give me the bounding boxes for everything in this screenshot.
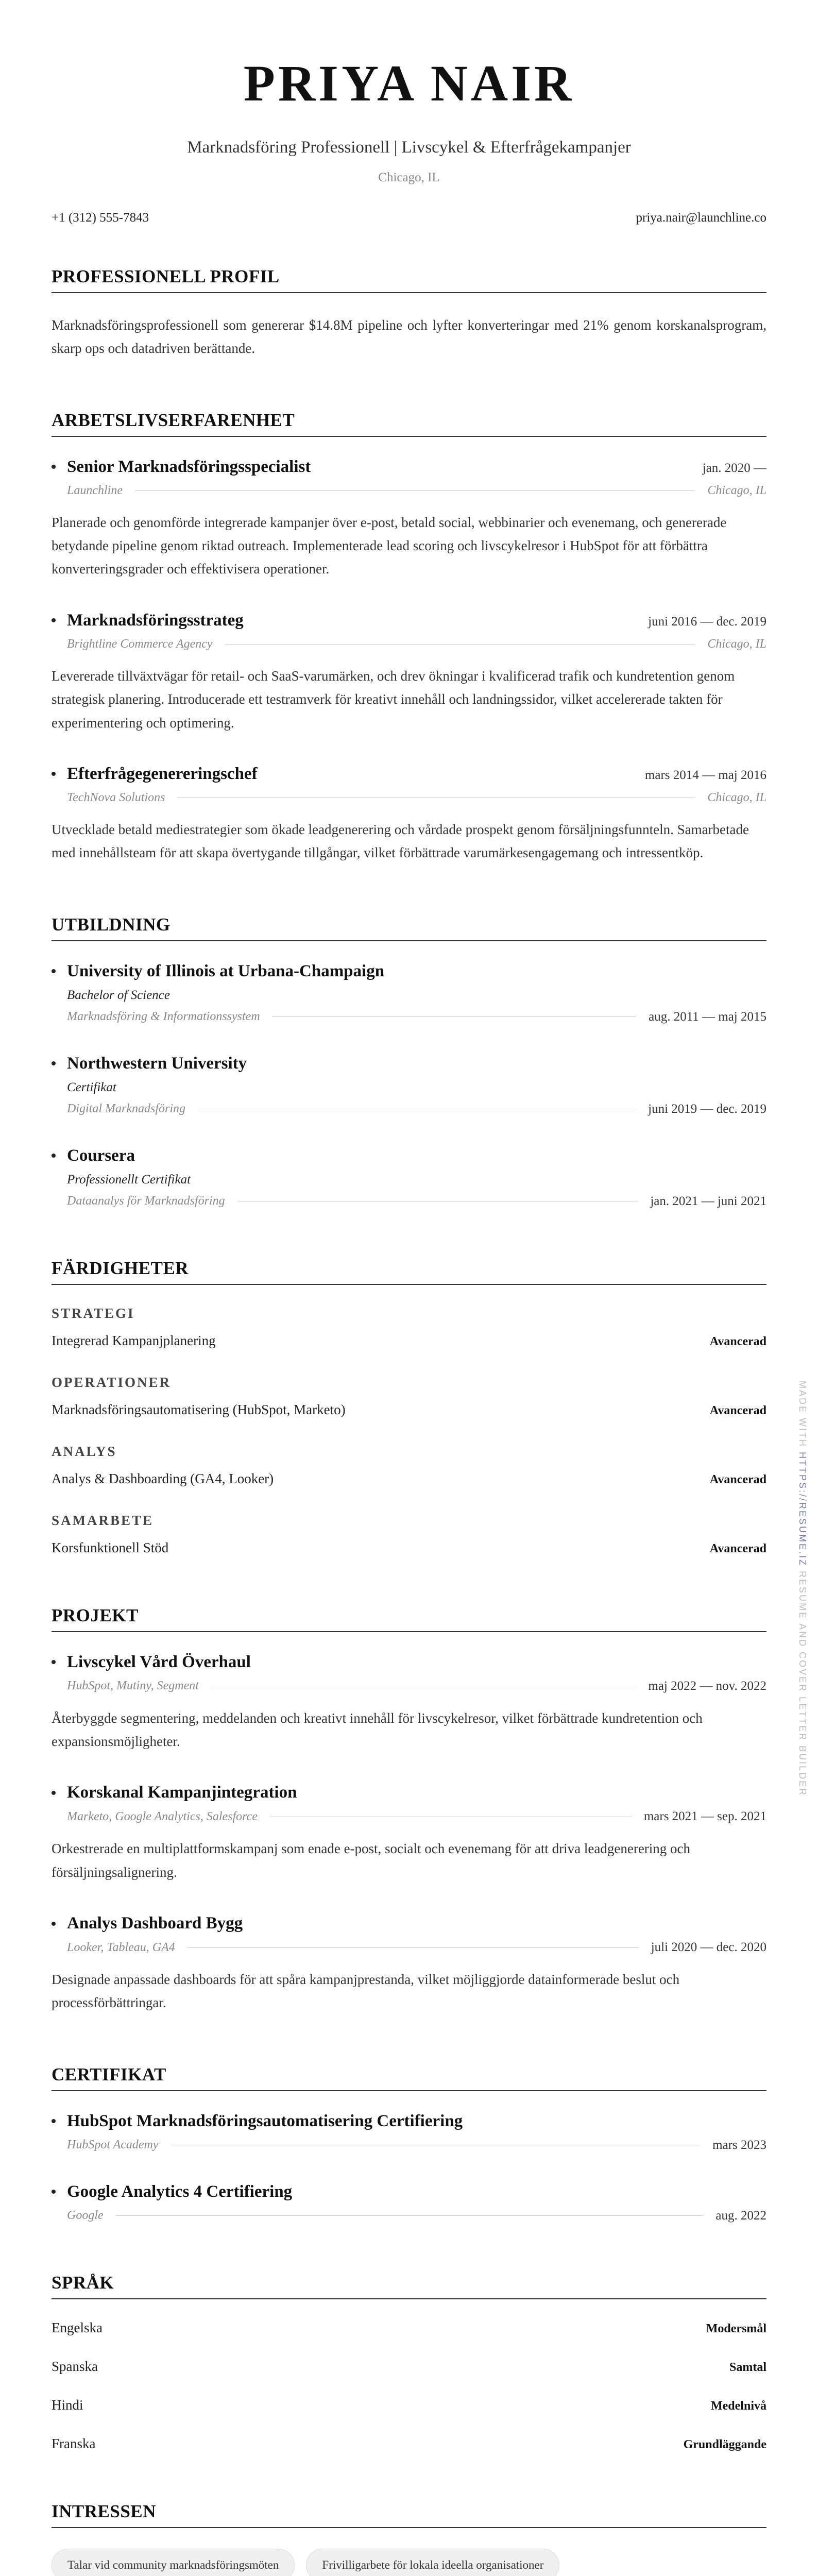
project-name: Korskanal Kampanjintegration <box>52 1783 297 1802</box>
watermark-suffix: RESUME AND COVER LETTER BUILDER <box>797 1571 808 1797</box>
certificate-issuer: HubSpot Academy <box>67 2138 159 2152</box>
language-level: Modersmål <box>706 2321 766 2335</box>
job-location: Chicago, IL <box>707 790 766 804</box>
dotted-leader <box>272 1016 636 1017</box>
phone-number[interactable]: +1 (312) 555-7843 <box>52 211 149 225</box>
builder-watermark <box>797 1381 808 1797</box>
project-description: Orkestrerade en multiplattformskampanj som enade e-post, socialt och evenemang för att driva leadgenerering och försäljningsalignering. <box>52 1841 691 1880</box>
language-row <box>52 2397 766 2413</box>
certificate-name: Google Analytics 4 Certifiering <box>52 2182 292 2201</box>
job-description: Levererade tillväxtvägar för retail- och SaaS-varumärken, och drev ökningar i kvalificerad trafik och kundretention genom strategisk planering. Introducerade ett testramverk för kreativt innehåll och landningssidor, vilket accelererade takten för experimentering och optimering. <box>52 668 735 731</box>
job-description: Planerade och genomförde integrerade kampanjer över e-post, betald social, webbinarier och evenemang, och genererade betydande pipeline genom riktad outreach. Implementerade lead scoring och livscykelresor i HubSpot för att förbättra konverteringsgrader och effektivisera operationer. <box>52 514 727 577</box>
experience-entry <box>52 765 766 865</box>
job-dates: jan. 2020 — <box>702 461 766 475</box>
job-description: Utvecklade betald mediestrategier som ökade leadgenerering och vårdade prospekt genom försäljningsfunnteln. Samarbetade med innehållsteam för att skapa övertygande tillgångar, vilket förbättrade varumärkesengagemang och intressentköp. <box>52 821 749 861</box>
project-dates: juli 2020 — dec. 2020 <box>651 1940 766 1955</box>
language-level: Samtal <box>729 2360 766 2374</box>
section-title-projects: PROJEKT <box>52 1605 766 1632</box>
profile-summary: Marknadsföringsprofessionell som genererar $14.8M pipeline och lyfter konverteringar med 21% genom korskanalsprogram, skarp ops och datadriven berättande. <box>52 317 766 357</box>
job-dates: mars 2014 — maj 2016 <box>644 768 766 782</box>
skill-group <box>52 1306 766 1349</box>
certificate-date: aug. 2022 <box>715 2208 766 2223</box>
education-section <box>52 914 766 1209</box>
interest-tags <box>52 2549 766 2576</box>
skill-name: Korsfunktionell Stöd <box>52 1539 169 1555</box>
language-name: Engelska <box>52 2319 103 2335</box>
project-tools: HubSpot, Mutiny, Segment <box>67 1679 199 1693</box>
job-title: Efterfrågegenereringschef <box>52 765 258 784</box>
section-title-skills: FÄRDIGHETER <box>52 1258 766 1285</box>
project-name: Analys Dashboard Bygg <box>52 1914 243 1933</box>
certificate-issuer: Google <box>67 2209 104 2223</box>
profile-section <box>52 266 766 361</box>
interest-tag: Talar vid community marknadsföringsmöten <box>52 2549 295 2576</box>
watermark-prefix: MADE WITH <box>797 1381 808 1448</box>
project-entry <box>52 1783 766 1884</box>
certificate-date: mars 2023 <box>712 2138 766 2152</box>
interests-section <box>52 2501 766 2576</box>
education-entry <box>52 1146 766 1209</box>
section-title-languages: SPRÅK <box>52 2273 766 2299</box>
project-dates: mars 2021 — sep. 2021 <box>643 1809 766 1824</box>
degree-name: Professionellt Certifikat <box>67 1172 191 1187</box>
candidate-location: Chicago, IL <box>378 171 440 184</box>
contact-row <box>52 211 766 225</box>
school-name: Northwestern University <box>52 1054 247 1073</box>
field-of-study: Digital Marknadsföring <box>67 1102 186 1116</box>
certificate-entry <box>52 2112 766 2153</box>
skill-name: Marknadsföringsautomatisering (HubSpot, Marketo) <box>52 1401 346 1417</box>
certificate-entry <box>52 2182 766 2223</box>
experience-entry <box>52 611 766 735</box>
job-dates: juni 2016 — dec. 2019 <box>648 614 766 629</box>
job-title: Marknadsföringsstrateg <box>52 611 244 630</box>
section-title-profile: PROFESSIONELL PROFIL <box>52 266 766 293</box>
skill-level: Avancerad <box>709 1403 766 1417</box>
candidate-name: PRIYA NAIR <box>243 55 575 112</box>
school-name: Coursera <box>52 1146 135 1165</box>
project-name: Livscykel Vård Överhaul <box>52 1653 251 1672</box>
watermark-link[interactable]: HTTPS://RESUME.IZ <box>797 1452 808 1567</box>
skill-name: Integrerad Kampanjplanering <box>52 1332 216 1348</box>
skill-category: SAMARBETE <box>52 1512 154 1528</box>
section-title-interests: INTRESSEN <box>52 2501 766 2528</box>
education-entry <box>52 962 766 1024</box>
education-entry <box>52 1054 766 1116</box>
school-name: University of Illinois at Urbana-Champaign <box>52 962 384 981</box>
resume-header <box>52 0 766 185</box>
language-name: Hindi <box>52 2397 83 2413</box>
projects-section <box>52 1605 766 2015</box>
skill-name: Analys & Dashboarding (GA4, Looker) <box>52 1470 274 1486</box>
education-dates: jan. 2021 — juni 2021 <box>650 1194 766 1208</box>
field-of-study: Marknadsföring & Informationssystem <box>67 1010 260 1024</box>
project-dates: maj 2022 — nov. 2022 <box>648 1679 766 1693</box>
language-row <box>52 2436 766 2452</box>
education-dates: aug. 2011 — maj 2015 <box>649 1009 766 1024</box>
skill-category: STRATEGI <box>52 1305 135 1321</box>
language-row <box>52 2359 766 2375</box>
degree-name: Certifikat <box>67 1080 116 1094</box>
section-title-education: UTBILDNING <box>52 914 766 941</box>
experience-section <box>52 410 766 865</box>
skill-category: ANALYS <box>52 1443 117 1459</box>
skill-level: Avancerad <box>709 1541 766 1555</box>
skill-level: Avancerad <box>709 1334 766 1348</box>
skill-group <box>52 1513 766 1556</box>
company-name: Launchline <box>67 483 123 497</box>
skills-section <box>52 1258 766 1556</box>
language-name: Franska <box>52 2435 96 2451</box>
project-description: Designade anpassade dashboards för att spåra kampanjprestanda, vilket möjliggjorde datainformerade beslut och processförbättringar. <box>52 1972 680 2011</box>
job-title: Senior Marknadsföringsspecialist <box>52 457 311 477</box>
language-row <box>52 2320 766 2336</box>
language-level: Grundläggande <box>683 2437 766 2451</box>
dotted-leader <box>188 1947 639 1948</box>
job-location: Chicago, IL <box>707 637 766 651</box>
skill-level: Avancerad <box>709 1472 766 1486</box>
project-entry <box>52 1914 766 2015</box>
dotted-leader <box>116 2215 704 2216</box>
experience-entry <box>52 457 766 581</box>
dotted-leader <box>225 644 695 645</box>
section-title-experience: ARBETSLIVSERFARENHET <box>52 410 766 437</box>
languages-section <box>52 2273 766 2452</box>
company-name: Brightline Commerce Agency <box>67 637 213 651</box>
interest-tag: Frivilligarbete för lokala ideella organisationer <box>306 2549 559 2576</box>
language-level: Medelnivå <box>711 2399 766 2413</box>
email-address[interactable]: priya.nair@launchline.co <box>636 211 766 225</box>
skill-group <box>52 1375 766 1418</box>
candidate-tagline: Marknadsföring Professionell | Livscykel & Efterfrågekampanjer <box>187 138 631 157</box>
project-tools: Marketo, Google Analytics, Salesforce <box>67 1809 258 1823</box>
project-entry <box>52 1653 766 1754</box>
skill-category: OPERATIONER <box>52 1374 172 1390</box>
project-tools: Looker, Tableau, GA4 <box>67 1940 175 1954</box>
section-title-certificates: CERTIFIKAT <box>52 2064 766 2091</box>
dotted-leader <box>135 490 695 491</box>
language-name: Spanska <box>52 2358 98 2374</box>
project-description: Återbyggde segmentering, meddelanden och kreativt innehåll för livscykelresor, vilket förbättrade kundretention och expansionsmöjligheter. <box>52 1710 703 1749</box>
certificate-name: HubSpot Marknadsföringsautomatisering Certifiering <box>52 2112 463 2131</box>
job-location: Chicago, IL <box>707 483 766 497</box>
field-of-study: Dataanalys för Marknadsföring <box>67 1194 225 1208</box>
degree-name: Bachelor of Science <box>67 988 170 1002</box>
certificates-section <box>52 2064 766 2223</box>
skill-group <box>52 1444 766 1487</box>
education-dates: juni 2019 — dec. 2019 <box>648 1101 766 1116</box>
company-name: TechNova Solutions <box>67 790 165 804</box>
